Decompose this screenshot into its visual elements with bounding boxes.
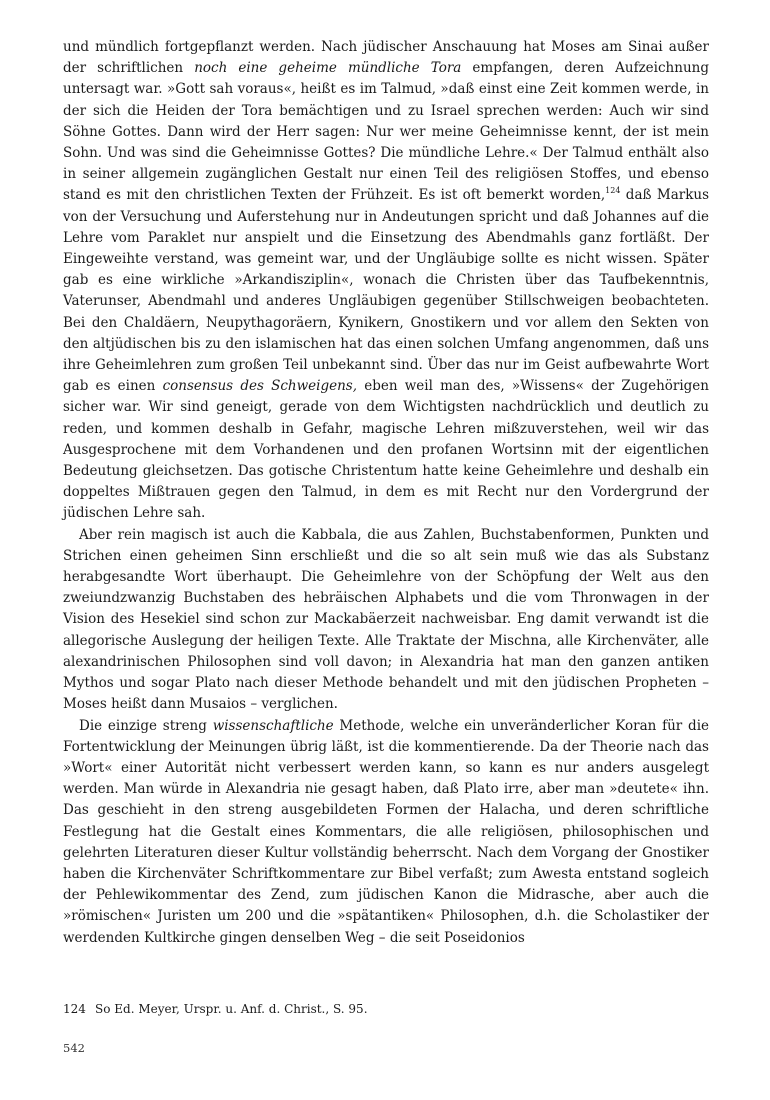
paragraph-3 — [63, 716, 709, 949]
text-run: Aber rein magisch ist auch die Kabbala, die aus Zahlen, Buchstabenformen, Punkten und Strichen einen geheimen Sinn erschließt und die so alt sein muß wie das als Substanz herabgesandte Wort überhaupt. Die Geheimlehre von der Schöpfung der Welt aus den zweiundzwanzig Buchstaben des hebräischen Alphabets und die vom Thronwagen in der Vision des Hesekiel sind schon zur Mackabäerzeit nachweisbar. Eng damit verwandt ist die allegorische Auslegung der heiligen Texte. Alle Traktate der Mischna, alle Kirchenväter, alle alexandrinischen Philosophen sind voll davon; in Alexandria hat man den ganzen antiken Mythos und sogar Plato nach dieser Methode behandelt und mit den jüdischen Propheten – Moses heißt dann Musaios – verglichen. — [63, 526, 709, 713]
main-text — [63, 37, 709, 949]
footnote-number: 124 — [63, 1002, 86, 1016]
italic-phrase: wissenschaftliche — [212, 717, 334, 734]
paragraph-2 — [63, 525, 709, 716]
footnote-text: So Ed. Meyer, Urspr. u. Anf. d. Christ., S. 95. — [95, 1002, 368, 1016]
paragraph-1 — [63, 37, 709, 525]
italic-phrase: consensus des Schweigens, — [162, 378, 357, 395]
footnote — [63, 1002, 709, 1016]
italic-phrase: noch eine geheime mündliche Tora — [194, 60, 462, 77]
text-run: empfangen, deren Aufzeichnung untersagt war. »Gott sah voraus«, heißt es im Talmud, »daß einst eine Zeit kommen werde, in der sich die Heiden der Tora bemächtigen und zu Israel sprechen werden: Auch wir sind Söhne Gottes. Dann wird der Herr sagen: Nur wer meine Geheimnisse kennt, der ist mein Sohn. Und was sind die Geheimnisse Gottes? Die mündliche Lehre.« Der Talmud enthält also in seiner allgemein zugänglichen Gestalt nur einen Teil des religiösen Stoffes, und ebenso stand es mit den christlichen Texten der Frühzeit. Es ist oft bemerkt worden, — [63, 60, 709, 204]
footnote-reference: 124 — [605, 186, 621, 196]
text-run: Methode, welche ein unveränderlicher Koran für die Fortentwicklung der Meinungen übrig läßt, ist die kommentierende. Da der Theorie nach das »Wort« einer Autorität nicht verbessert werden kann, so kann es nur anders ausgelegt werden. Man würde in Alexandria nie gesagt haben, daß Plato irre, aber man »deutete« ihn. Das geschieht in den streng ausgebildeten Formen der Halacha, und deren schriftliche Festlegung hat die Gestalt eines Kommentars, die alle religiösen, philosophischen und gelehrten Literaturen dieser Kultur vollständig beherrscht. Nach dem Vorgang der Gnostiker haben die Kirchenväter Schriftkommentare zur Bibel verfaßt; zum Awesta entstand sogleich der Pehlewikommentar des Zend, zum jüdischen Kanon die Midrasche, aber auch die »römischen« Juristen um 200 und die »spätantiken« Philosophen, d.h. die Scholastiker der werdenden Kultkirche gingen denselben Weg – die seit Poseidonios — [63, 717, 709, 946]
text-run: eben weil man des, »Wissens« der Zugehörigen sicher war. Wir sind geneigt, gerade von dem Wichtigsten nachdrücklich und deutlich zu reden, und kommen deshalb in Gefahr, magische Lehren mißzuverstehen, weil wir das Ausgesprochene mit dem Vorhandenen und den profanen Wortsinn mit der eigentlichen Bedeutung gleichsetzen. Das gotische Christentum hatte keine Geheimlehre und deshalb ein doppeltes Mißtrauen gegen den Talmud, in dem es mit Recht nur den Vordergrund der jüdischen Lehre sah. — [63, 378, 709, 522]
text-run: daß Markus von der Versuchung und Auferstehung nur in Andeutungen spricht und daß Johannes auf die Lehre vom Paraklet nur anspielt und die Einsetzung des Abendmahls ganz fortläßt. Der Eingeweihte verstand, was gemeint war, und der Ungläubige sollte es nicht wissen. Später gab es eine wirkliche »Arkandisziplin«, wonach die Christen über das Taufbekenntnis, Vaterunser, Abendmahl und anderes Ungläubigen gegenüber Stillschweigen beobachteten. Bei den Chaldäern, Neupythagoräern, Kynikern, Gnostikern und vor allem den Sekten von den altjüdischen bis zu den islamischen hat das einen solchen Umfang angenommen, daß uns ihre Geheimlehren zum großen Teil unbekannt sind. Über das nur im Geist aufbewahrte Wort gab es einen — [63, 187, 709, 395]
text-run: Die einzige streng — [79, 717, 213, 734]
text-run: und mündlich fortgepflanzt werden. Nach jüdischer Anschauung hat Moses am Sinai außer der schriftlichen — [63, 39, 709, 77]
page-number: 542 — [63, 1041, 85, 1055]
